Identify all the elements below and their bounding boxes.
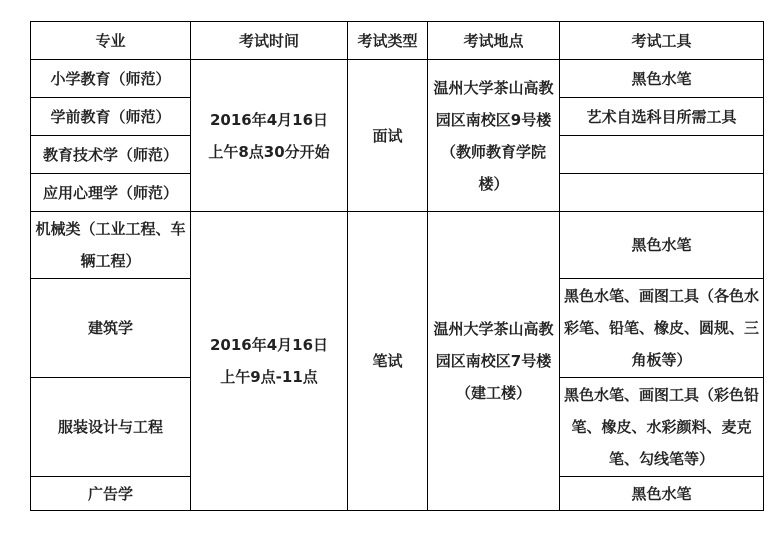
- tool-cell: [560, 174, 764, 212]
- tool-cell: [560, 136, 764, 174]
- header-major: 专业: [31, 22, 191, 60]
- tool-cell: 黑色水笔: [560, 60, 764, 98]
- tool-cell: 黑色水笔: [560, 477, 764, 511]
- header-location: 考试地点: [428, 22, 560, 60]
- tool-cell: 黑色水笔、画图工具（彩色铅笔、橡皮、水彩颜料、麦克笔、勾线笔等）: [560, 378, 764, 477]
- major-cell: 应用心理学（师范）: [31, 174, 191, 212]
- exam-type-cell: 笔试: [348, 212, 428, 511]
- major-cell: 广告学: [31, 477, 191, 511]
- tool-cell: 黑色水笔: [560, 212, 764, 279]
- major-cell: 机械类（工业工程、车辆工程）: [31, 212, 191, 279]
- header-type: 考试类型: [348, 22, 428, 60]
- exam-time-cell: 2016年4月16日上午8点30分开始: [191, 60, 348, 212]
- major-cell: 小学教育（师范）: [31, 60, 191, 98]
- tool-cell: 艺术自选科目所需工具: [560, 98, 764, 136]
- major-cell: 建筑学: [31, 279, 191, 378]
- tool-cell: 黑色水笔、画图工具（各色水彩笔、铅笔、橡皮、圆规、三角板等）: [560, 279, 764, 378]
- table-row: [31, 60, 764, 98]
- header-tool: 考试工具: [560, 22, 764, 60]
- exam-location-cell: 温州大学茶山高教园区南校区9号楼（教师教育学院楼）: [428, 60, 560, 212]
- header-row: [31, 22, 764, 60]
- major-cell: 服装设计与工程: [31, 378, 191, 477]
- exam-schedule-table: [30, 21, 764, 511]
- major-cell: 教育技术学（师范）: [31, 136, 191, 174]
- exam-type-cell: 面试: [348, 60, 428, 212]
- major-cell: 学前教育（师范）: [31, 98, 191, 136]
- exam-location-cell: 温州大学茶山高教园区南校区7号楼（建工楼）: [428, 212, 560, 511]
- table-row: [31, 212, 764, 279]
- header-time: 考试时间: [191, 22, 348, 60]
- exam-time-cell: 2016年4月16日上午9点-11点: [191, 212, 348, 511]
